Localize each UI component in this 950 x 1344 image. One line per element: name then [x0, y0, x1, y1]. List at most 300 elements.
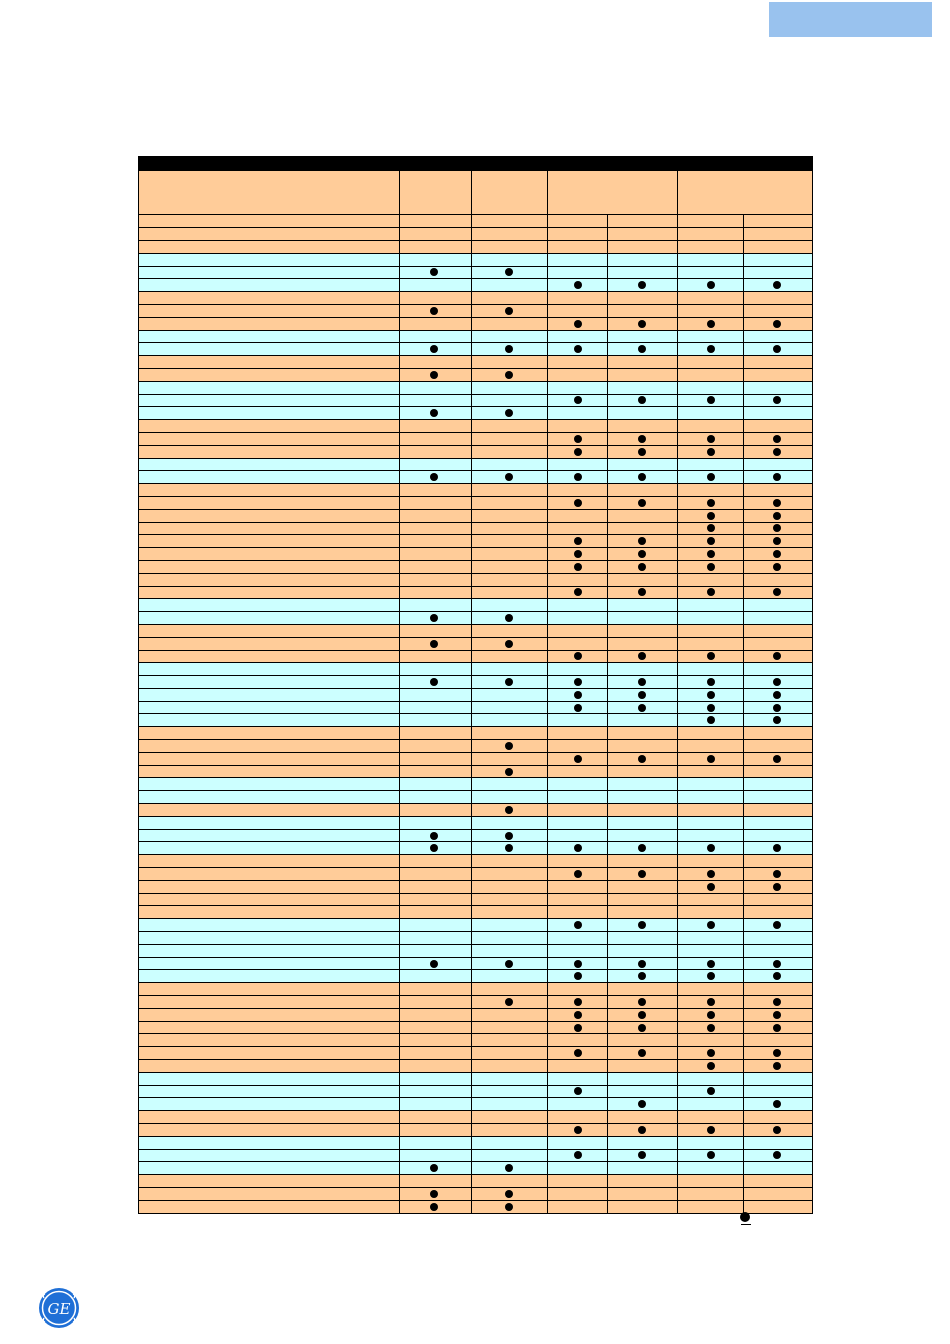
bullet-mark-icon — [638, 870, 646, 878]
column-divider — [743, 740, 744, 752]
column-divider — [607, 1022, 608, 1034]
column-divider — [547, 919, 548, 931]
column-divider — [743, 970, 744, 982]
column-divider — [677, 343, 678, 355]
column-divider — [607, 343, 608, 355]
bullet-mark-icon — [707, 512, 715, 520]
column-divider — [471, 446, 472, 458]
column-divider — [471, 932, 472, 944]
bullet-mark-icon — [707, 550, 715, 558]
table-row — [138, 1086, 813, 1099]
column-divider — [399, 702, 400, 714]
column-divider — [547, 830, 548, 842]
bullet-mark-icon — [773, 716, 781, 724]
table-row — [138, 740, 813, 753]
column-divider — [547, 599, 548, 611]
table-row — [138, 830, 813, 843]
column-divider — [547, 1086, 548, 1098]
column-divider — [607, 906, 608, 918]
bullet-mark-icon — [773, 345, 781, 353]
column-divider — [399, 996, 400, 1008]
column-divider — [399, 727, 400, 739]
column-divider — [743, 1150, 744, 1162]
column-divider — [547, 1022, 548, 1034]
column-divider — [743, 1137, 744, 1149]
column-divider — [547, 407, 548, 419]
column-divider — [743, 382, 744, 394]
column-divider — [547, 241, 548, 253]
bullet-mark-icon — [773, 1126, 781, 1134]
column-divider — [677, 382, 678, 394]
bullet-mark-icon — [707, 320, 715, 328]
column-divider — [399, 1162, 400, 1174]
column-divider — [471, 676, 472, 688]
bullet-mark-icon — [707, 678, 715, 686]
column-divider — [399, 1111, 400, 1123]
table-row — [138, 804, 813, 817]
column-divider — [677, 881, 678, 893]
column-divider — [471, 855, 472, 867]
column-divider — [743, 1175, 744, 1187]
column-divider — [399, 663, 400, 675]
column-divider — [743, 420, 744, 432]
column-divider — [399, 1086, 400, 1098]
column-divider — [547, 945, 548, 957]
bullet-mark-icon — [430, 307, 438, 315]
bullet-mark-icon — [773, 281, 781, 289]
column-divider — [547, 1150, 548, 1162]
column-divider — [743, 1201, 744, 1213]
column-divider — [743, 599, 744, 611]
column-divider — [607, 804, 608, 816]
bullet-mark-icon — [773, 704, 781, 712]
column-divider — [677, 395, 678, 407]
column-divider — [471, 970, 472, 982]
column-divider — [547, 727, 548, 739]
bullet-mark-icon — [773, 550, 781, 558]
column-divider — [743, 676, 744, 688]
bullet-mark-icon — [574, 537, 582, 545]
table-row — [138, 778, 813, 791]
bullet-mark-icon — [773, 678, 781, 686]
column-divider — [471, 842, 472, 854]
column-divider — [471, 881, 472, 893]
column-divider — [399, 228, 400, 240]
bullet-mark-icon — [574, 1151, 582, 1159]
bullet-mark-icon — [574, 691, 582, 699]
column-divider — [547, 740, 548, 752]
column-divider — [471, 638, 472, 650]
column-divider — [677, 714, 678, 726]
table-body — [138, 241, 813, 1214]
column-divider — [607, 868, 608, 880]
column-divider — [677, 292, 678, 304]
bullet-mark-icon — [505, 614, 513, 622]
table-row — [138, 753, 813, 766]
column-divider — [743, 343, 744, 355]
table-row — [138, 1175, 813, 1188]
bullet-mark-icon — [574, 1011, 582, 1019]
column-divider — [547, 753, 548, 765]
bullet-mark-icon — [430, 371, 438, 379]
bullet-mark-icon — [430, 614, 438, 622]
bullet-mark-icon — [638, 1100, 646, 1108]
bullet-mark-icon — [773, 870, 781, 878]
bullet-mark-icon — [430, 844, 438, 852]
column-divider — [399, 676, 400, 688]
column-divider — [677, 651, 678, 663]
column-divider — [471, 561, 472, 573]
bullet-mark-icon — [505, 345, 513, 353]
column-divider — [743, 395, 744, 407]
column-divider — [471, 1201, 472, 1213]
column-divider — [677, 625, 678, 637]
column-divider — [743, 932, 744, 944]
bullet-mark-icon — [707, 883, 715, 891]
column-divider — [547, 318, 548, 330]
table-row — [138, 484, 813, 497]
column-divider — [547, 766, 548, 778]
column-divider — [471, 740, 472, 752]
table-row — [138, 1188, 813, 1201]
bullet-mark-icon — [574, 550, 582, 558]
bullet-mark-icon — [773, 921, 781, 929]
table-row — [138, 420, 813, 433]
bullet-mark-icon — [574, 1087, 582, 1095]
column-divider — [677, 983, 678, 995]
column-divider — [607, 766, 608, 778]
column-divider — [471, 1022, 472, 1034]
column-divider — [743, 881, 744, 893]
column-divider — [399, 356, 400, 368]
column-divider — [471, 459, 472, 471]
table-row — [138, 1111, 813, 1124]
column-divider — [743, 945, 744, 957]
column-divider — [677, 407, 678, 419]
column-divider — [547, 612, 548, 624]
column-divider — [471, 331, 472, 343]
table-row — [138, 766, 813, 779]
column-divider — [677, 1111, 678, 1123]
column-divider — [677, 1047, 678, 1059]
column-divider — [399, 587, 400, 599]
column-divider — [743, 906, 744, 918]
bullet-mark-icon — [773, 1100, 781, 1108]
bullet-mark-icon — [707, 972, 715, 980]
column-divider — [607, 1137, 608, 1149]
bullet-mark-icon — [638, 550, 646, 558]
column-divider — [743, 663, 744, 675]
column-divider — [547, 1175, 548, 1187]
column-divider — [677, 740, 678, 752]
column-divider — [743, 446, 744, 458]
column-divider — [677, 279, 678, 291]
column-divider — [607, 1201, 608, 1213]
column-divider — [607, 1086, 608, 1098]
column-divider — [607, 356, 608, 368]
column-divider — [399, 446, 400, 458]
column-divider — [471, 420, 472, 432]
column-divider — [677, 855, 678, 867]
column-divider — [547, 842, 548, 854]
column-divider — [399, 599, 400, 611]
bullet-mark-icon — [638, 755, 646, 763]
column-divider — [743, 279, 744, 291]
feature-matrix-table — [138, 156, 813, 1214]
column-divider — [547, 510, 548, 522]
bullet-mark-icon — [707, 691, 715, 699]
column-divider — [677, 676, 678, 688]
column-divider — [471, 663, 472, 675]
column-divider — [743, 894, 744, 906]
table-row — [138, 343, 813, 356]
column-divider — [547, 171, 548, 214]
bullet-mark-icon — [707, 704, 715, 712]
column-divider — [471, 497, 472, 509]
column-divider — [547, 459, 548, 471]
column-divider — [471, 868, 472, 880]
column-divider — [399, 817, 400, 829]
bullet-mark-icon — [505, 678, 513, 686]
column-divider — [677, 1137, 678, 1149]
bullet-mark-icon — [707, 435, 715, 443]
column-divider — [743, 535, 744, 547]
column-divider — [399, 1124, 400, 1136]
column-divider — [547, 855, 548, 867]
column-divider — [743, 1188, 744, 1200]
column-divider — [677, 446, 678, 458]
column-divider — [607, 241, 608, 253]
column-divider — [471, 651, 472, 663]
column-divider — [399, 343, 400, 355]
column-divider — [471, 356, 472, 368]
column-divider — [743, 574, 744, 586]
column-divider — [399, 215, 400, 227]
column-divider — [399, 855, 400, 867]
bullet-mark-icon — [574, 1126, 582, 1134]
table-row — [138, 638, 813, 651]
column-divider — [743, 868, 744, 880]
column-divider — [471, 919, 472, 931]
column-divider — [743, 484, 744, 496]
column-divider — [399, 868, 400, 880]
column-divider — [399, 395, 400, 407]
bullet-mark-icon — [574, 755, 582, 763]
table-row — [138, 318, 813, 331]
column-divider — [743, 638, 744, 650]
column-divider — [743, 267, 744, 279]
column-divider — [399, 881, 400, 893]
column-divider — [607, 1060, 608, 1072]
bullet-mark-icon — [773, 652, 781, 660]
column-divider — [607, 894, 608, 906]
table-row — [138, 868, 813, 881]
table-row — [138, 714, 813, 727]
column-divider — [677, 868, 678, 880]
bullet-mark-icon — [505, 371, 513, 379]
bullet-mark-icon — [707, 998, 715, 1006]
column-divider — [547, 868, 548, 880]
column-divider — [743, 689, 744, 701]
bullet-mark-icon — [505, 640, 513, 648]
column-divider — [471, 1086, 472, 1098]
column-divider — [607, 587, 608, 599]
column-divider — [677, 471, 678, 483]
table-row — [138, 267, 813, 280]
bullet-mark-icon — [773, 588, 781, 596]
column-divider — [471, 241, 472, 253]
column-divider — [547, 587, 548, 599]
bullet-mark-icon — [638, 281, 646, 289]
bullet-mark-icon — [773, 1024, 781, 1032]
column-divider — [677, 791, 678, 803]
bullet-mark-icon — [638, 435, 646, 443]
column-divider — [607, 395, 608, 407]
column-divider — [547, 446, 548, 458]
bullet-mark-icon — [430, 345, 438, 353]
column-divider — [471, 625, 472, 637]
column-divider — [547, 369, 548, 381]
column-divider — [607, 817, 608, 829]
bullet-mark-icon — [773, 844, 781, 852]
column-divider — [399, 1073, 400, 1085]
column-divider — [677, 241, 678, 253]
table-row — [138, 535, 813, 548]
column-divider — [743, 331, 744, 343]
column-divider — [743, 1086, 744, 1098]
column-divider — [677, 369, 678, 381]
column-divider — [743, 778, 744, 790]
bullet-mark-icon — [773, 473, 781, 481]
column-divider — [743, 318, 744, 330]
column-divider — [607, 599, 608, 611]
bullet-mark-icon — [430, 832, 438, 840]
table-row — [138, 599, 813, 612]
column-divider — [743, 817, 744, 829]
column-divider — [607, 1124, 608, 1136]
column-divider — [471, 395, 472, 407]
column-divider — [547, 1034, 548, 1046]
column-divider — [607, 1073, 608, 1085]
column-divider — [743, 433, 744, 445]
column-divider — [471, 1060, 472, 1072]
column-divider — [471, 535, 472, 547]
column-divider — [607, 292, 608, 304]
column-divider — [607, 1047, 608, 1059]
column-divider — [743, 561, 744, 573]
column-divider — [607, 510, 608, 522]
column-divider — [471, 1162, 472, 1174]
table-row — [138, 1162, 813, 1175]
column-divider — [547, 548, 548, 560]
column-divider — [677, 906, 678, 918]
column-divider — [607, 459, 608, 471]
column-divider — [399, 369, 400, 381]
column-divider — [547, 343, 548, 355]
bullet-mark-icon — [505, 473, 513, 481]
bullet-mark-icon — [638, 998, 646, 1006]
column-divider — [677, 1188, 678, 1200]
column-divider — [677, 1150, 678, 1162]
bullet-mark-icon — [707, 1024, 715, 1032]
table-row — [138, 1009, 813, 1022]
column-divider — [399, 970, 400, 982]
column-divider — [677, 561, 678, 573]
bullet-mark-icon — [773, 1062, 781, 1070]
bullet-mark-icon — [574, 435, 582, 443]
column-divider — [677, 215, 678, 227]
column-divider — [399, 778, 400, 790]
column-divider — [399, 382, 400, 394]
table-row — [138, 983, 813, 996]
column-divider — [399, 919, 400, 931]
column-divider — [399, 894, 400, 906]
column-divider — [471, 228, 472, 240]
table-row — [138, 574, 813, 587]
column-divider — [399, 459, 400, 471]
column-divider — [471, 753, 472, 765]
column-divider — [399, 1175, 400, 1187]
bullet-mark-icon — [707, 396, 715, 404]
column-divider — [607, 254, 608, 266]
column-divider — [547, 996, 548, 1008]
bullet-mark-icon — [430, 1164, 438, 1172]
column-divider — [743, 241, 744, 253]
column-divider — [399, 318, 400, 330]
column-divider — [471, 778, 472, 790]
column-divider — [471, 983, 472, 995]
table-row — [138, 510, 813, 523]
bullet-mark-icon — [638, 844, 646, 852]
column-divider — [607, 407, 608, 419]
bullet-mark-icon — [505, 1190, 513, 1198]
bullet-mark-icon — [707, 844, 715, 852]
column-divider — [471, 369, 472, 381]
bullet-mark-icon — [638, 1126, 646, 1134]
bullet-mark-icon — [707, 870, 715, 878]
column-divider — [547, 1124, 548, 1136]
bullet-mark-icon — [505, 307, 513, 315]
column-divider — [677, 727, 678, 739]
column-divider — [471, 292, 472, 304]
column-divider — [677, 535, 678, 547]
column-divider — [471, 689, 472, 701]
column-divider — [471, 1009, 472, 1021]
column-divider — [547, 1137, 548, 1149]
bullet-mark-icon — [574, 320, 582, 328]
table-row — [138, 548, 813, 561]
column-divider — [607, 638, 608, 650]
column-divider — [471, 1047, 472, 1059]
column-divider — [677, 996, 678, 1008]
column-divider — [607, 446, 608, 458]
column-header-row — [138, 171, 813, 215]
column-divider — [607, 1162, 608, 1174]
bullet-mark-icon — [707, 755, 715, 763]
bullet-mark-icon — [430, 640, 438, 648]
column-divider — [743, 727, 744, 739]
column-divider — [743, 407, 744, 419]
column-divider — [677, 1073, 678, 1085]
column-divider — [677, 778, 678, 790]
column-divider — [743, 228, 744, 240]
column-divider — [547, 689, 548, 701]
table-row — [138, 1034, 813, 1047]
bullet-mark-icon — [638, 1024, 646, 1032]
bullet-mark-icon — [707, 1151, 715, 1159]
bullet-mark-icon — [574, 563, 582, 571]
bullet-mark-icon — [430, 409, 438, 417]
